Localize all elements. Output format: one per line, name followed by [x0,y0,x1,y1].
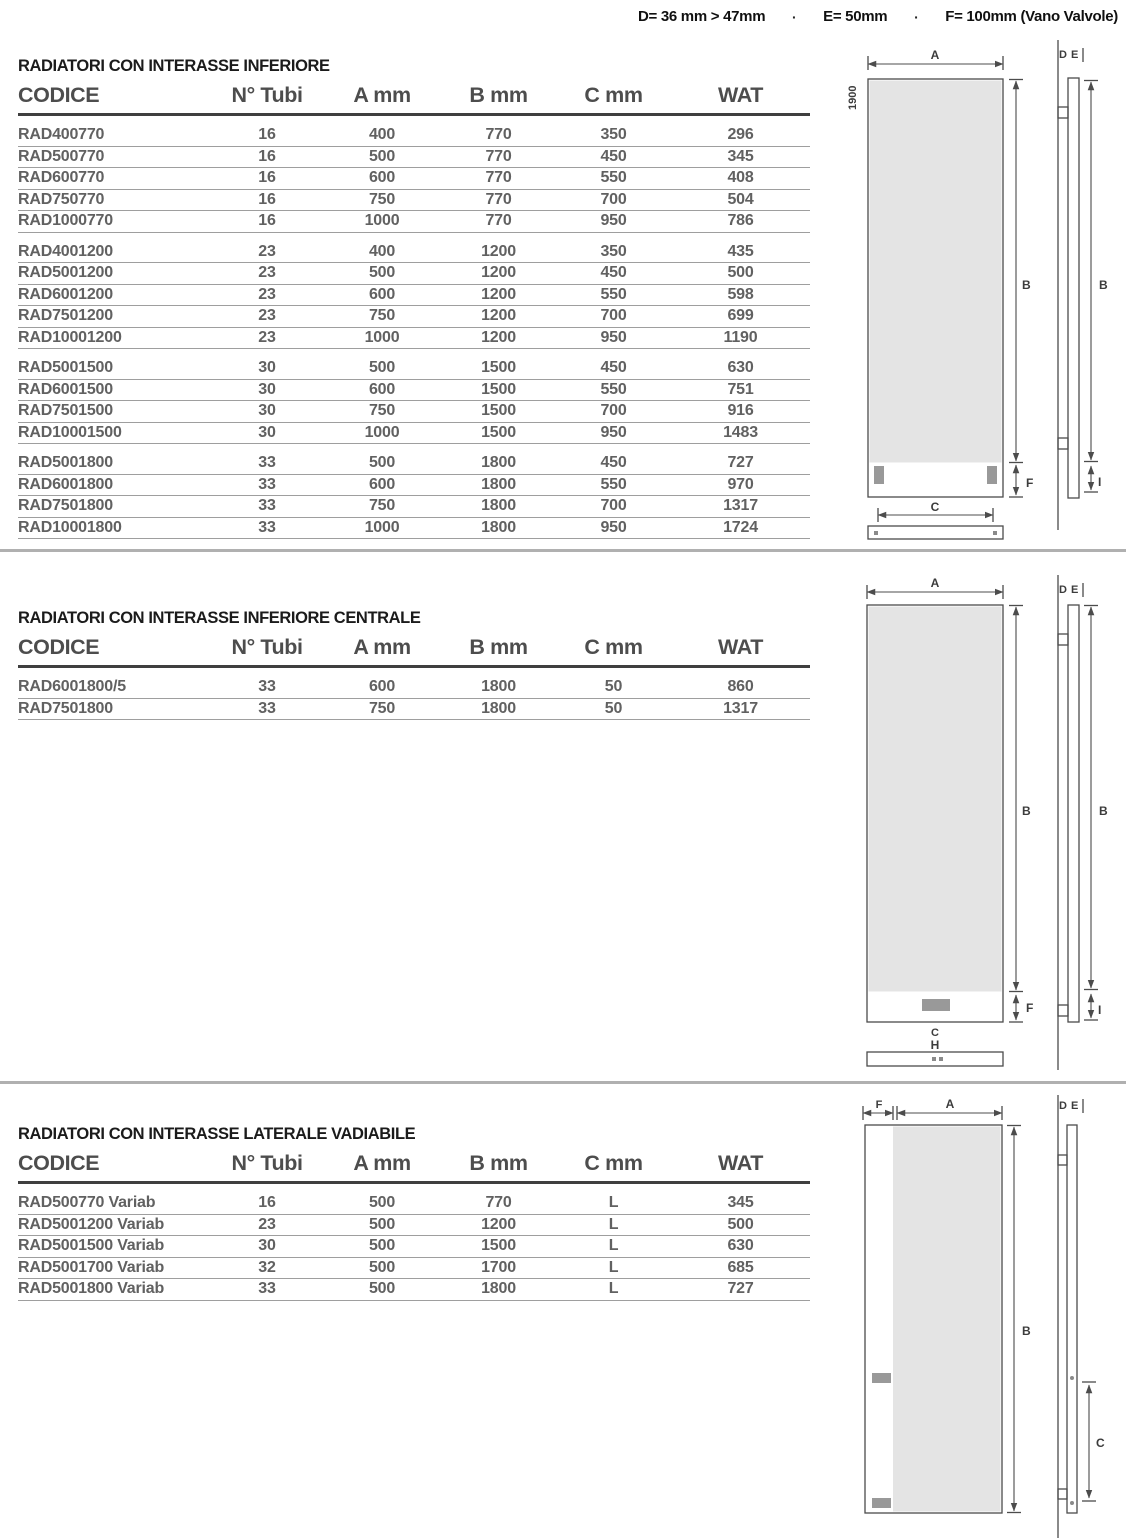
cell-value: 23 [258,1215,276,1233]
section-interasse-inferiore-centrale [18,608,810,720]
cell-codice: RAD7501200 [18,307,113,324]
cell-value: 750 [368,497,396,514]
table-row [18,518,810,540]
cell-codice: RAD5001800 Variab [18,1280,165,1297]
cell-value: 33 [258,454,276,471]
dim-label-d: D [1059,49,1067,61]
front-view [867,576,1033,1066]
cell-value: 16 [258,169,276,186]
cell-codice: RAD5001200 Variab [18,1215,165,1233]
cell-value: 598 [727,285,754,303]
cell-value: 950 [600,328,627,346]
cell-value: 345 [727,1194,754,1211]
cell-value: 950 [600,518,627,536]
cell-value: 600 [368,169,396,186]
cell-value: 500 [727,1215,754,1233]
side-view [1058,1095,1105,1538]
table-row [18,1258,810,1280]
column-header: A mm [353,83,411,107]
radiator-table [18,1150,810,1301]
cell-value: 1800 [481,518,516,536]
column-header: A mm [353,1151,411,1175]
dim-label-h: H [930,1038,940,1052]
cell-value: 1500 [481,423,516,441]
cell-codice: RAD600770 [18,169,105,186]
table-row [18,147,810,169]
dim-label-a: A [930,576,940,590]
cell-value: L [608,1237,619,1254]
legend-item-e: E= 50mm [823,8,888,25]
cell-value: 1000 [364,518,400,536]
section-title: RADIATORI CON INTERASSE INFERIORE CENTRALE [18,609,421,627]
cell-value: 23 [258,328,276,346]
column-header: CODICE [18,1151,100,1175]
table-row [18,1215,810,1237]
table-row [18,453,810,475]
cell-value: 750 [368,699,396,717]
cell-value: 1317 [723,497,758,514]
cell-codice: RAD5001500 Variab [18,1237,165,1254]
cell-value: 751 [727,380,754,398]
cell-value: 23 [258,242,276,260]
column-header: A mm [353,635,411,659]
cell-codice: RAD7501800 [18,699,113,717]
cell-value: 1200 [481,1215,516,1233]
cell-codice: RAD10001200 [18,328,122,346]
cell-value: 600 [368,678,396,695]
table-row [18,168,810,190]
cell-value: 700 [600,307,627,324]
dim-label-d: D [1059,1100,1067,1112]
cell-value: 450 [600,264,627,281]
cell-value: 450 [600,454,627,471]
front-view [847,48,1033,539]
cell-value: 16 [258,126,276,143]
cell-value: 1700 [481,1258,516,1276]
column-header: CODICE [18,83,100,107]
cell-value: 1500 [481,402,516,419]
table-row [18,1236,810,1258]
cell-value: 770 [485,147,512,165]
cell-value: 750 [368,402,396,419]
table-row [18,380,810,402]
cell-value: 296 [727,126,754,143]
cell-value: 685 [727,1258,754,1276]
cell-value: 50 [604,678,623,695]
cell-value: 500 [368,1237,396,1254]
cell-value: 1500 [481,1237,516,1254]
cell-value: 500 [727,264,754,281]
cell-codice: RAD5001200 [18,264,113,281]
cell-codice: RAD7501800 [18,497,113,514]
cell-value: 1724 [723,518,758,536]
dim-label-e: E [1071,1100,1079,1112]
legend-separator-icon: · [792,8,797,25]
cell-value: 700 [600,402,627,419]
wall-mount [1058,107,1068,118]
table-header-row [18,1150,810,1184]
cell-value: 1000 [364,423,400,441]
cell-value: 16 [258,147,276,165]
wall-bracket-bar [868,526,1003,539]
column-header: N° Tubi [231,83,303,107]
cell-value: 435 [727,242,754,260]
column-header: C mm [584,1151,643,1175]
cell-value: 1200 [481,307,516,324]
dim-label-i: I [1098,475,1102,489]
cell-value: 450 [600,147,627,165]
cell-value: 750 [368,307,396,324]
section-divider [0,1081,1126,1084]
cell-codice: RAD6001800 [18,475,113,493]
cell-value: 1190 [723,328,758,346]
cell-value: 50 [604,699,623,717]
side-view [1058,575,1108,1070]
connection-block [872,1498,891,1508]
column-header: C mm [584,635,643,659]
column-header: WAT [718,1151,763,1175]
table-row [18,475,810,497]
cell-value: 500 [368,1215,396,1233]
table-row [18,423,810,445]
cell-value: 408 [727,169,754,186]
cell-value: 1800 [481,475,516,493]
cell-value: 16 [258,190,276,208]
cell-value: 500 [368,147,396,165]
cell-value: 1317 [723,699,758,717]
cell-value: 727 [727,1280,754,1297]
cell-codice: RAD6001500 [18,380,113,398]
table-row [18,190,810,212]
connection-block [872,1373,891,1383]
dim-label-b: B [1022,804,1031,818]
cell-value: 30 [258,359,276,376]
column-header: N° Tubi [231,1151,303,1175]
cell-value: 950 [600,423,627,441]
table-row [18,401,810,423]
cell-value: 770 [485,190,512,208]
cell-value: 400 [368,242,396,260]
connection-point [1070,1501,1074,1505]
cell-value: 770 [485,126,512,143]
table-row [18,699,810,721]
column-header: WAT [718,83,763,107]
dim-label-b: B [1022,1324,1031,1338]
cell-codice: RAD400770 [18,126,105,143]
cell-value: 630 [727,359,754,376]
table-row [18,328,810,350]
cell-codice: RAD500770 [18,147,105,165]
diagram-radiator-inferiore [838,40,1126,550]
table-row [18,211,810,233]
cell-codice: RAD10001800 [18,518,122,536]
cell-value: 23 [258,264,276,281]
cell-value: 400 [368,126,396,143]
cell-value: 1200 [481,328,516,346]
column-header: WAT [718,635,763,659]
cell-value: 550 [600,475,627,493]
column-header: N° Tubi [231,635,303,659]
table-group [18,453,810,539]
legend-separator-icon: · [914,8,919,25]
diagram-radiator-inferiore-centrale [838,575,1126,1075]
cell-value: L [608,1194,619,1211]
column-header: B mm [469,83,528,107]
cell-value: 1483 [723,423,758,441]
cell-value: 916 [727,402,754,419]
table-row [18,306,810,328]
cell-value: 33 [258,497,276,514]
wall-mount [1058,1005,1068,1016]
dim-label-e: E [1071,49,1079,61]
dimension-legend [638,8,1118,25]
section-title: RADIATORI CON INTERASSE INFERIORE [18,57,330,75]
table-row [18,1193,810,1215]
radiator-table [18,82,810,539]
connection-tab [874,466,884,484]
table-row [18,1279,810,1301]
front-view [863,1097,1031,1513]
cell-value: 23 [258,307,276,324]
cell-value: 1800 [481,454,516,471]
table-row [18,263,810,285]
cell-codice: RAD6001200 [18,285,113,303]
cell-value: 1800 [481,497,516,514]
cell-value: 1500 [481,359,516,376]
cell-value: 770 [485,212,512,229]
cell-value: 30 [258,1237,276,1254]
dim-label-b: B [1022,278,1031,292]
cell-value: 33 [258,518,276,536]
dim-label-i: I [1098,1003,1102,1017]
dim-label-a: A [945,1097,955,1111]
cell-value: 1500 [481,380,516,398]
dim-label-a: A [930,48,940,62]
dim-label-b-side: B [1099,278,1108,292]
cell-value: L [608,1280,619,1297]
dim-label-1900: 1900 [847,85,859,110]
column-header: B mm [469,635,528,659]
cell-value: 860 [727,678,754,695]
legend-item-f: F= 100mm (Vano Valvole) [945,8,1118,25]
cell-value: 727 [727,454,754,471]
cell-codice: RAD5001500 [18,359,113,376]
dim-label-f: F [1026,1001,1034,1015]
section-interasse-laterale-variabile [18,1124,810,1301]
cell-value: 550 [600,380,627,398]
cell-value: 1200 [481,264,516,281]
table-header-row [18,634,810,668]
cell-value: 699 [727,307,754,324]
cell-value: 950 [600,212,627,229]
cell-value: 33 [258,678,276,695]
cell-codice: RAD4001200 [18,242,113,260]
cell-codice: RAD6001800/5 [18,678,126,695]
cell-value: 500 [368,1258,396,1276]
cell-value: 500 [368,359,396,376]
cell-value: 770 [485,1194,512,1211]
cell-value: 550 [600,285,627,303]
cell-value: L [608,1215,619,1233]
cell-value: 1200 [481,242,516,260]
dim-label-b-side: B [1099,804,1108,818]
section-title: RADIATORI CON INTERASSE LATERALE VADIABILE [18,1125,416,1143]
cell-value: 30 [258,380,276,398]
cell-value: L [608,1258,619,1276]
cell-value: 1800 [481,1280,516,1297]
table-group [18,677,810,720]
cell-value: 970 [727,475,754,493]
dim-label-c: C [930,500,940,514]
table-row [18,242,810,264]
cell-codice: RAD10001500 [18,423,122,441]
dim-label-c: C [1096,1436,1105,1450]
cell-value: 600 [368,380,396,398]
cell-value: 700 [600,497,627,514]
wall-mount [1058,1489,1067,1499]
cell-value: 32 [258,1258,276,1276]
cell-value: 504 [727,190,754,208]
table-group [18,125,810,233]
cell-value: 1800 [481,699,516,717]
cell-value: 600 [368,285,396,303]
cell-value: 16 [258,212,276,229]
wall-mount [1058,438,1068,449]
cell-value: 600 [368,475,396,493]
wall-mount [1058,1155,1067,1165]
table-row [18,125,810,147]
table-group [18,242,810,350]
cell-value: 500 [368,1280,396,1297]
cell-value: 33 [258,1280,276,1297]
cell-value: 350 [600,126,627,143]
table-group [18,358,810,444]
table-group [18,1193,810,1301]
dim-label-c: C [931,1027,939,1039]
side-view [1058,40,1108,530]
connection-point [1070,1376,1074,1380]
dim-label-e: E [1071,584,1079,596]
cell-codice: RAD1000770 [18,212,113,229]
radiator-table [18,634,810,720]
diagram-radiator-laterale-variabile [838,1095,1126,1538]
cell-value: 786 [727,212,754,229]
table-row [18,496,810,518]
table-row [18,677,810,699]
column-header: B mm [469,1151,528,1175]
cell-value: 33 [258,475,276,493]
cell-value: 1200 [481,285,516,303]
cell-value: 750 [368,190,396,208]
cell-value: 1000 [364,212,400,229]
dim-label-f: F [875,1099,883,1111]
wall-mount [1058,634,1068,645]
column-header: C mm [584,83,643,107]
cell-codice: RAD500770 Variab [18,1194,156,1211]
cell-value: 500 [368,264,396,281]
cell-value: 16 [258,1194,276,1211]
cell-value: 550 [600,169,627,186]
cell-value: 630 [727,1237,754,1254]
table-row [18,358,810,380]
cell-value: 770 [485,169,512,186]
cell-value: 1000 [364,328,400,346]
cell-codice: RAD750770 [18,190,105,208]
cell-value: 30 [258,402,276,419]
cell-value: 450 [600,359,627,376]
column-header: CODICE [18,635,100,659]
table-header-row [18,82,810,116]
dim-label-d: D [1059,584,1067,596]
cell-value: 33 [258,699,276,717]
cell-value: 350 [600,242,627,260]
connection-block [922,999,950,1011]
cell-value: 345 [727,147,754,165]
cell-value: 23 [258,285,276,303]
cell-value: 30 [258,423,276,441]
legend-item-d: D= 36 mm > 47mm [638,8,766,25]
dim-label-f: F [1026,476,1034,490]
cell-codice: RAD5001700 Variab [18,1258,165,1276]
table-row [18,285,810,307]
cell-codice: RAD7501500 [18,402,113,419]
section-interasse-inferiore [18,56,810,539]
cell-value: 500 [368,454,396,471]
connection-tab [987,466,997,484]
cell-codice: RAD5001800 [18,454,113,471]
cell-value: 1800 [481,678,516,695]
cell-value: 500 [368,1194,396,1211]
cell-value: 700 [600,190,627,208]
